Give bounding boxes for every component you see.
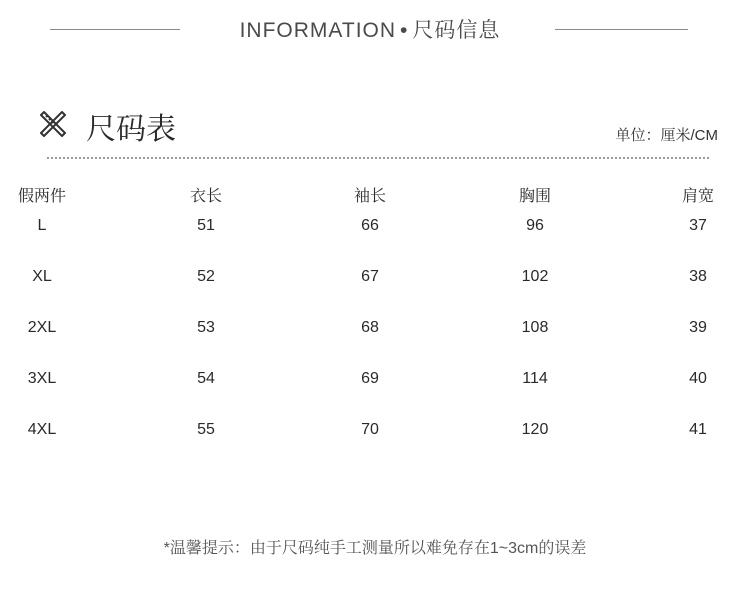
table-cell: 39: [689, 319, 707, 336]
table-cell: XL: [32, 268, 52, 285]
table-cell: 54: [197, 370, 215, 387]
header-divider-left: [50, 29, 180, 30]
table-cell: 3XL: [27, 370, 57, 387]
dotted-divider: [47, 157, 709, 159]
measurement-footnote: *温馨提示：由于尺码纯手工测量所以难免存在1~3cm的误差: [163, 540, 587, 557]
table-cell: 51: [197, 217, 215, 234]
table-row: [0, 421, 750, 472]
unit-label: 单位：厘米/CM: [615, 127, 718, 144]
table-cell: L: [37, 217, 47, 234]
table-cell: 37: [689, 217, 707, 234]
table-header-cell: 肩宽: [681, 188, 714, 205]
table-header-cell: 胸围: [518, 188, 551, 205]
table-cell: 38: [689, 268, 707, 285]
section-title: 尺码表: [86, 113, 176, 146]
table-cell: 53: [197, 319, 215, 336]
header-separator: •: [400, 19, 409, 42]
table-row: [0, 370, 750, 421]
table-header-cell: 衣长: [189, 188, 222, 205]
table-cell: 66: [361, 217, 379, 234]
table-cell: 67: [361, 268, 379, 285]
page-header-title: [185, 14, 555, 44]
table-cell: 2XL: [27, 319, 57, 336]
table-header-cell: 假两件: [17, 188, 66, 205]
table-header-cell: 袖长: [353, 188, 386, 205]
table-header-row: [0, 183, 750, 217]
header-title-cn: 尺码信息: [412, 19, 501, 42]
header-title-en: INFORMATION: [239, 19, 397, 42]
table-cell: 102: [521, 268, 549, 285]
table-cell: 68: [361, 319, 379, 336]
table-cell: 52: [197, 268, 215, 285]
table-cell: 120: [521, 421, 549, 438]
crossed-tools-icon: [37, 108, 69, 140]
table-cell: 55: [197, 421, 215, 438]
table-row: [0, 217, 750, 268]
header-divider-right: [555, 29, 688, 30]
table-cell: 40: [689, 370, 707, 387]
table-cell: 96: [526, 217, 544, 234]
table-cell: 69: [361, 370, 379, 387]
table-cell: 70: [361, 421, 379, 438]
table-cell: 4XL: [27, 421, 57, 438]
table-cell: 114: [522, 370, 548, 387]
table-cell: 41: [689, 421, 707, 438]
table-cell: 108: [521, 319, 549, 336]
table-row: [0, 268, 750, 319]
size-table: [0, 183, 750, 472]
table-row: [0, 319, 750, 370]
